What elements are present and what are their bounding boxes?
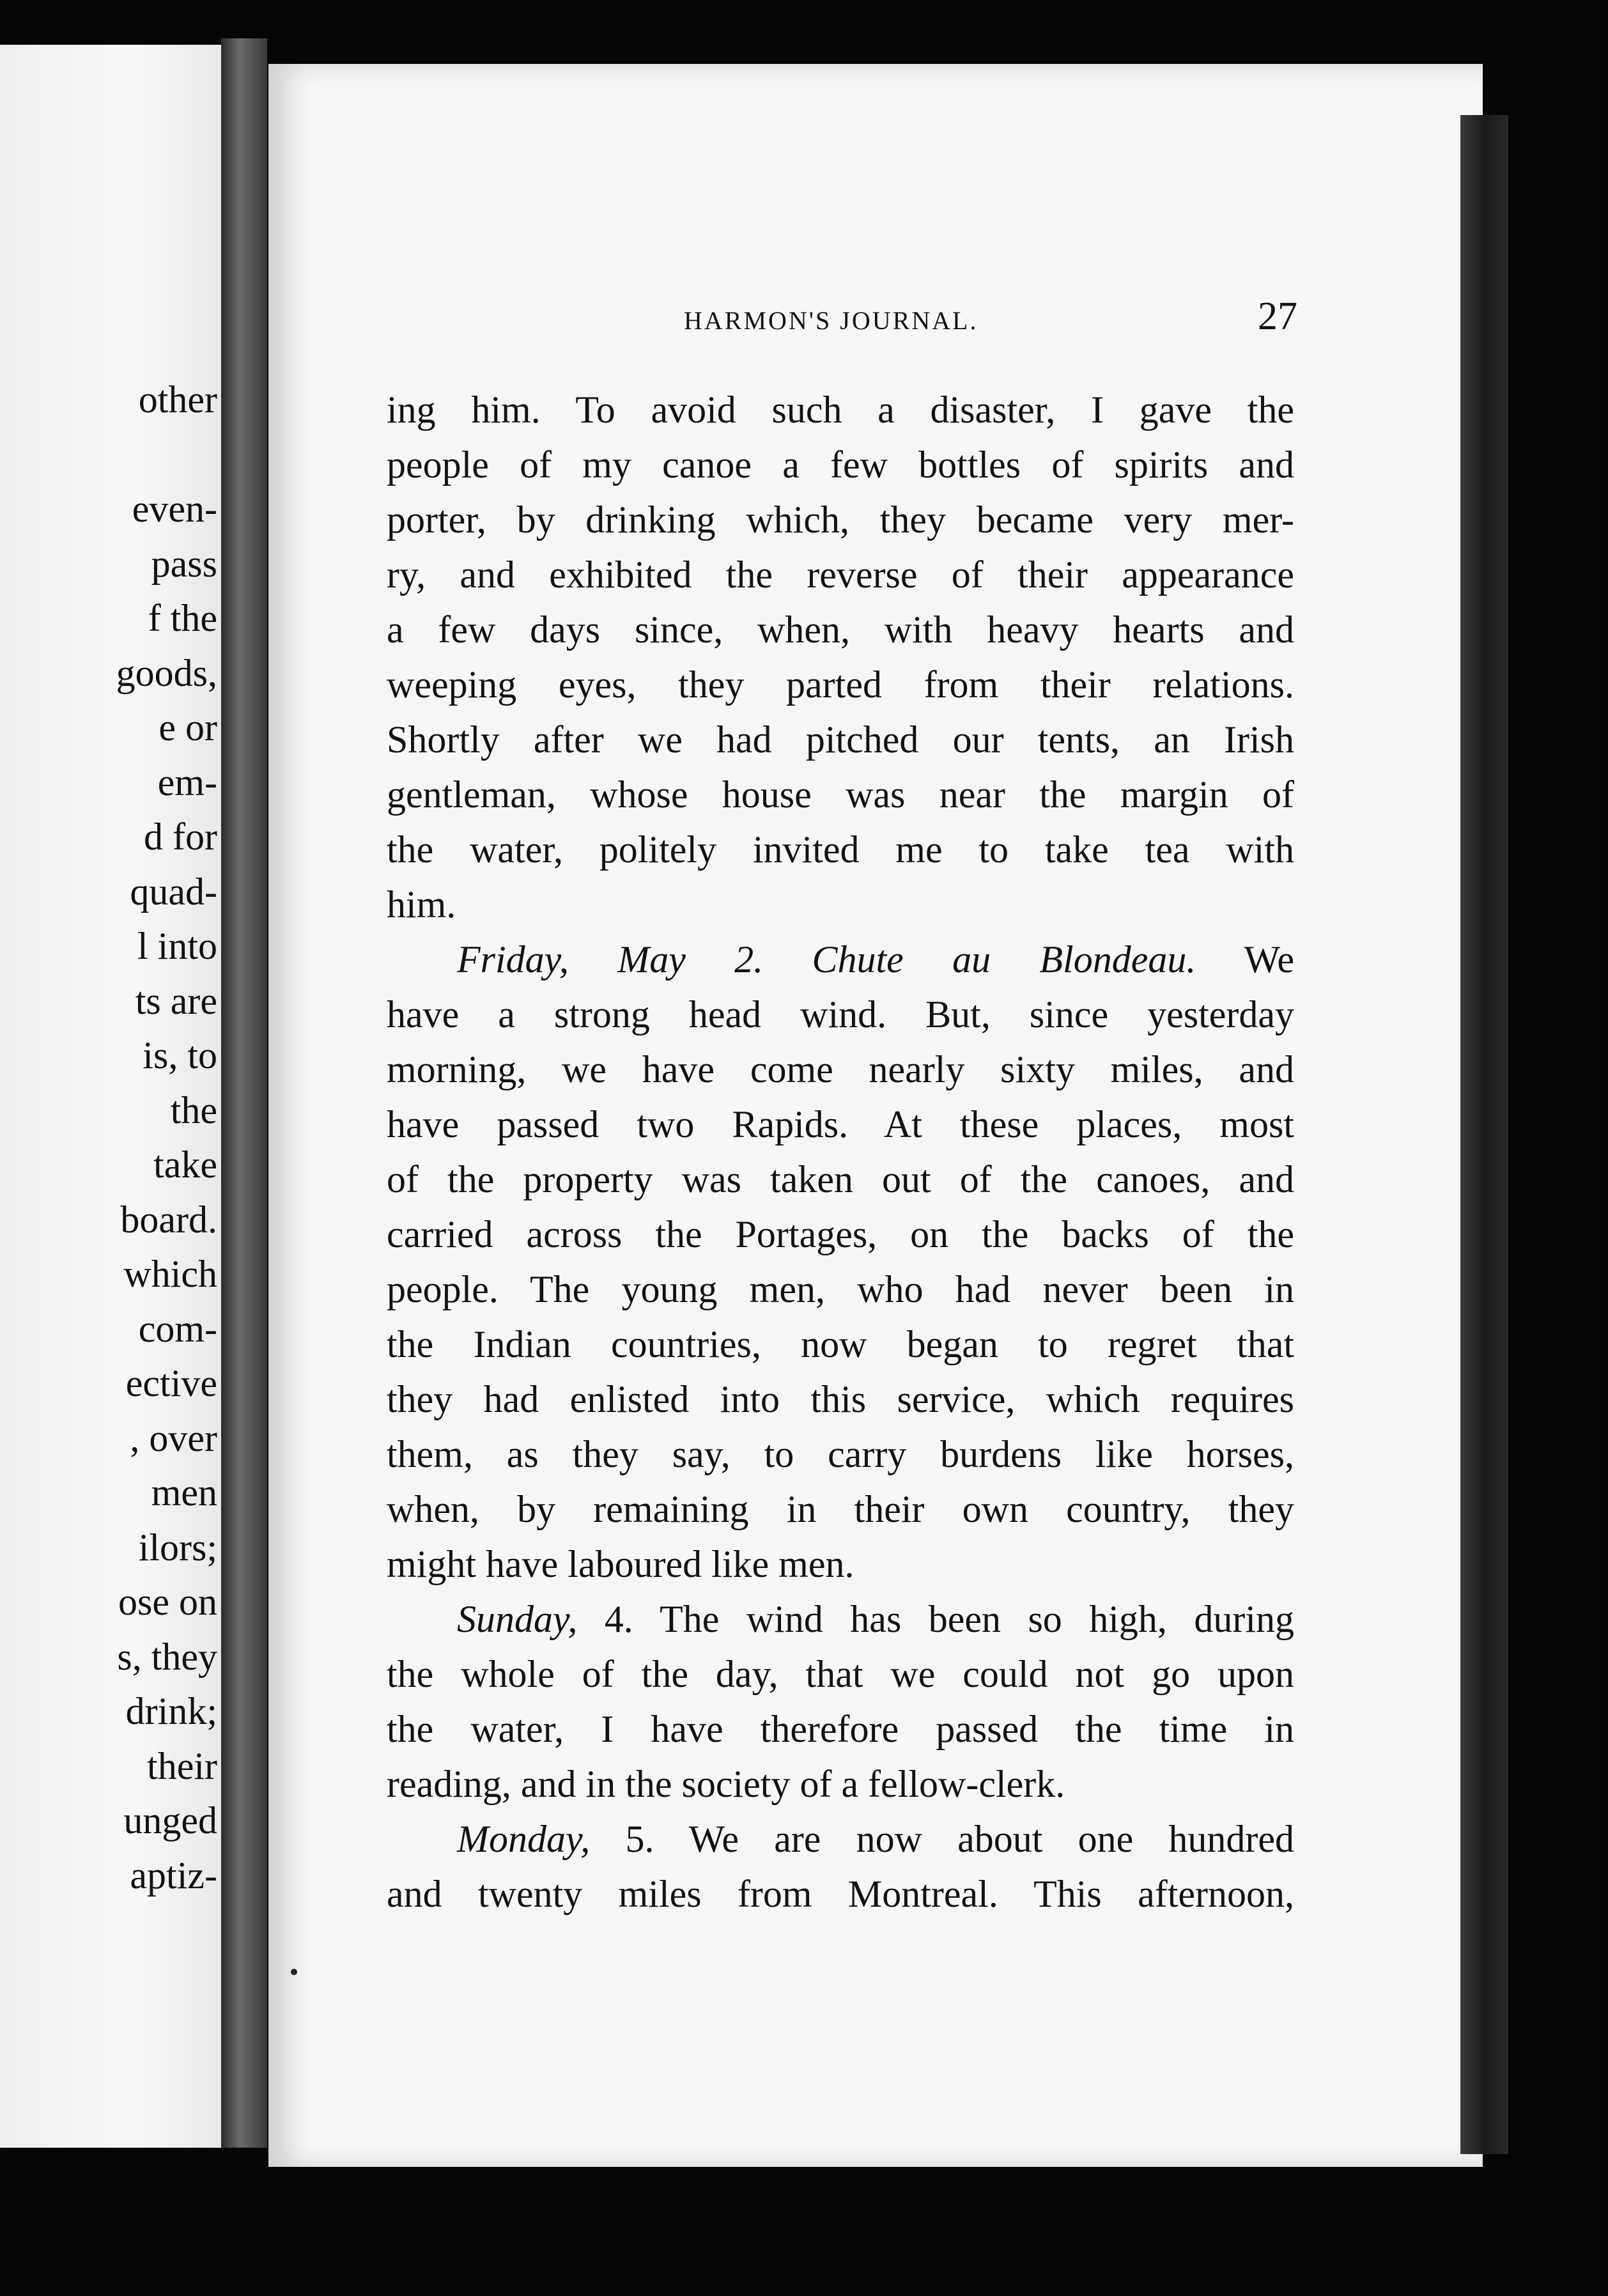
line-text: gentleman, whose house was near the margin of (387, 773, 1294, 816)
text-line (387, 1866, 1294, 1921)
previous-page-line: other (138, 378, 217, 421)
line-text: when, by remaining in their own country, they (387, 1488, 1294, 1530)
text-line (387, 1262, 1294, 1317)
running-head: HARMON'S JOURNAL. (684, 306, 978, 335)
page-edge (1460, 115, 1508, 2154)
line-text: 5. We are now about one hundred (590, 1818, 1294, 1860)
previous-page-line: f the (148, 597, 217, 639)
previous-page-line: their (147, 1744, 217, 1787)
previous-page-line: unged (123, 1799, 217, 1842)
text-line (387, 712, 1294, 767)
previous-page-line: em- (157, 761, 217, 803)
line-text: weeping eyes, they parted from their relations. (387, 663, 1294, 706)
line-text: porter, by drinking which, they became very mer- (387, 499, 1294, 541)
line-text: people. The young men, who had never been in (387, 1268, 1294, 1310)
text-line (387, 1811, 1294, 1866)
previous-page-line: com- (138, 1307, 217, 1350)
text-line (387, 1152, 1294, 1207)
text-line (387, 382, 1294, 437)
italic-heading: Friday, May 2. Chute au Blondeau. (457, 938, 1196, 981)
previous-page-line: men (151, 1471, 217, 1514)
line-text: morning, we have come nearly sixty miles, and (387, 1048, 1294, 1090)
previous-page-line: , over (130, 1416, 217, 1459)
previous-page-line: take (153, 1144, 217, 1186)
page-header (684, 294, 1297, 345)
text-line (387, 1592, 1294, 1647)
text-line (387, 1427, 1294, 1482)
body-text (387, 382, 1294, 1921)
previous-page-line: pass (151, 542, 217, 585)
text-line (387, 1482, 1294, 1537)
line-text: them, as they say, to carry burdens like horses, (387, 1433, 1294, 1475)
book-gutter (221, 38, 267, 2148)
text-line (387, 1537, 1294, 1592)
speck (291, 1969, 297, 1975)
text-line (387, 1097, 1294, 1152)
previous-page-line: is, to (143, 1034, 217, 1076)
previous-page-line: l into (137, 925, 217, 967)
text-line (387, 547, 1294, 602)
previous-page-line: s, they (117, 1635, 217, 1678)
previous-page-line: e or (158, 706, 217, 749)
text-line (387, 932, 1294, 987)
previous-page-line: goods, (116, 651, 217, 694)
previous-page-line: d for (144, 816, 217, 858)
line-text: the water, I have therefore passed the time in (387, 1708, 1294, 1750)
previous-page-line: ective (125, 1362, 217, 1404)
italic-heading: Sunday, (457, 1598, 578, 1640)
previous-page-line: even- (132, 488, 217, 530)
line-text: carried across the Portages, on the backs of the (387, 1213, 1294, 1255)
line-text: have passed two Rapids. At these places, most (387, 1103, 1294, 1145)
previous-page-line: the (170, 1089, 217, 1131)
text-line (387, 657, 1294, 712)
text-line (387, 822, 1294, 877)
line-text: Shortly after we had pitched our tents, an Irish (387, 718, 1294, 761)
line-text: of the property was taken out of the canoes, and (387, 1158, 1294, 1200)
previous-page-line: ose on (118, 1581, 217, 1623)
text-line (387, 1647, 1294, 1702)
text-line (387, 1317, 1294, 1372)
line-text: a few days since, when, with heavy hearts and (387, 609, 1294, 651)
line-text: the water, politely invited me to take tea with (387, 828, 1294, 871)
previous-page-fragment (0, 45, 224, 2148)
previous-page-line: ts are (135, 979, 217, 1022)
line-text: reading, and in the society of a fellow-clerk. (387, 1763, 1065, 1805)
line-text: 4. The wind has been so high, during (577, 1598, 1294, 1640)
previous-page-line: drink; (125, 1690, 217, 1732)
text-line (387, 437, 1294, 492)
line-text: they had enlisted into this service, which requires (387, 1378, 1294, 1420)
previous-page-line: which (123, 1253, 217, 1295)
line-text: the Indian countries, now began to regret that (387, 1323, 1294, 1365)
text-line (387, 767, 1294, 822)
text-line (387, 492, 1294, 547)
previous-page-line: ilors; (138, 1526, 217, 1569)
line-text: and twenty miles from Montreal. This afternoon, (387, 1873, 1294, 1915)
line-text: We (1196, 938, 1294, 981)
text-line (387, 1702, 1294, 1757)
previous-page-line: quad- (130, 870, 217, 913)
previous-page-line: aptiz- (130, 1854, 217, 1897)
text-line (387, 602, 1294, 657)
line-text: might have laboured like men. (387, 1543, 854, 1585)
text-line (387, 877, 1294, 932)
line-text: people of my canoe a few bottles of spirits and (387, 444, 1294, 486)
line-text: have a strong head wind. But, since yesterday (387, 993, 1294, 1036)
text-line (387, 987, 1294, 1042)
line-text: ing him. To avoid such a disaster, I gave the (387, 389, 1294, 431)
line-text: the whole of the day, that we could not go upon (387, 1653, 1294, 1695)
text-line (387, 1757, 1294, 1811)
text-line (387, 1207, 1294, 1262)
text-line (387, 1042, 1294, 1097)
line-text: him. (387, 883, 456, 926)
italic-heading: Monday, (457, 1818, 591, 1860)
line-text: ry, and exhibited the reverse of their appearance (387, 554, 1294, 596)
page-number: 27 (1258, 295, 1297, 338)
text-line (387, 1372, 1294, 1427)
previous-page-line: board. (120, 1198, 217, 1241)
